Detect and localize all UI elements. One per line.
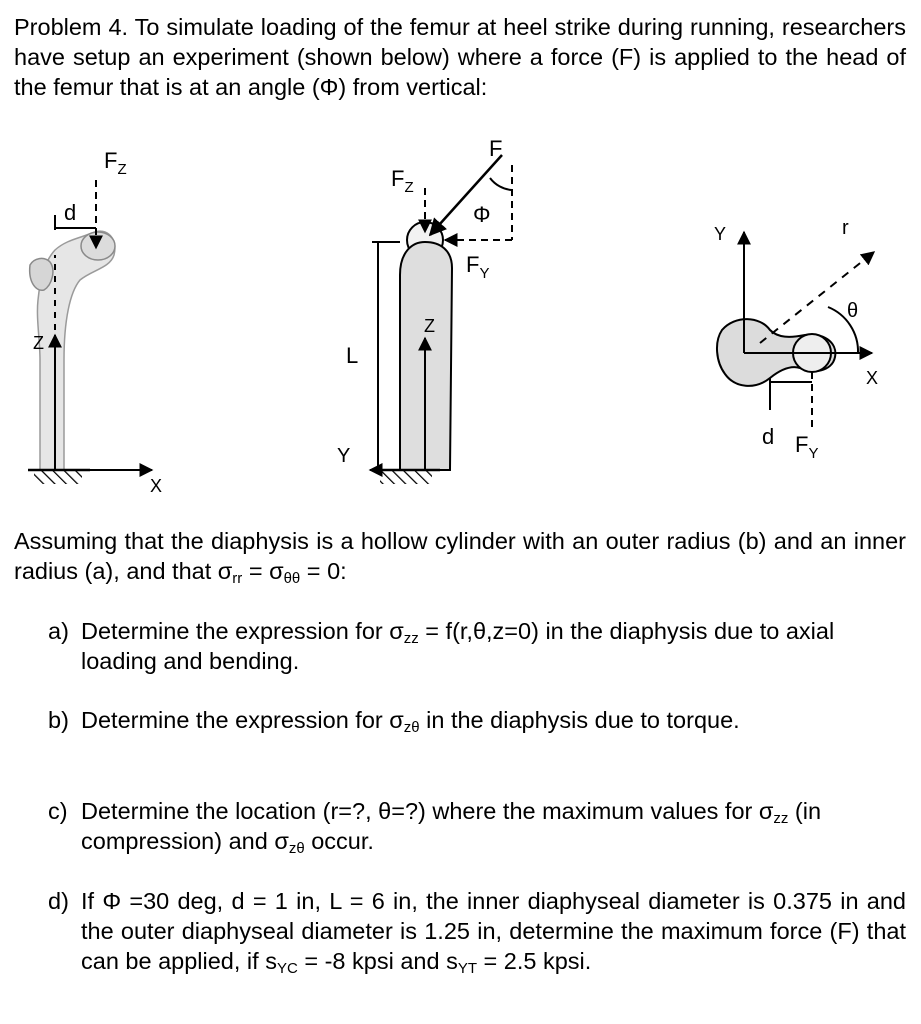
question-c-label: c): [48, 798, 68, 824]
z-label-middle: Z: [424, 316, 435, 336]
d-label-right: d: [762, 424, 775, 449]
r-line: [760, 252, 874, 343]
fz-label-middle: $F_Z$: [391, 166, 414, 196]
middle-cylinder-diagram: [370, 155, 512, 484]
f-label-middle: F: [489, 136, 503, 161]
question-d: [48, 886, 906, 976]
fy-label-right: $F_Y$: [795, 432, 819, 462]
r-label: r: [842, 217, 849, 239]
fy-label-middle: $F_Y$: [466, 252, 490, 282]
right-top-view-diagram: [717, 232, 874, 432]
problem-intro: Problem 4. To simulate loading of the femur at heel strike during running, researchers have setup an experiment (shown below) where a force (F) is applied to the head of the femur that is at an angle (Φ) from vertical:: [14, 14, 906, 100]
question-d-text: If Φ =30 deg, d = 1 in, L = 6 in, the inner diaphyseal diameter is 0.375 in and the outer diaphyseal diameter is 1.25 in, determine the maximum force (F) that can be applied, if $s_{YC} = -8$ kpsi and $s_{YT} = 2.5$ kpsi.: [81, 888, 906, 977]
f-arrow: [430, 155, 502, 235]
question-b-text: Determine the expression for $\sigma_{z\theta}$ in the diaphysis due to torque.: [81, 707, 740, 736]
d-label-left: d: [64, 200, 77, 225]
phi-label: Φ: [473, 202, 491, 227]
ground-hatch-left: [34, 470, 82, 484]
question-b-label: b): [48, 707, 69, 733]
l-label: L: [346, 343, 359, 368]
y-label-middle: Y: [337, 445, 351, 467]
left-femur-diagram: [28, 180, 152, 484]
question-c: [48, 796, 906, 856]
x-label-right: X: [866, 368, 879, 388]
question-a-label: a): [48, 618, 69, 644]
femur-loading-figure: [0, 130, 921, 500]
y-label-right: Y: [714, 224, 727, 244]
question-a: [48, 616, 906, 676]
femur-head-left: [81, 232, 115, 260]
assumption-text: Assuming that the diaphysis is a hollow cylinder with an outer radius (b) and an inner radius (a), and that $\sigma_{rr} = \sigma_{\theta\theta} = 0$:: [14, 528, 906, 587]
fz-label-left: $F_Z$: [104, 148, 127, 178]
question-c-text: Determine the location (r=?, θ=?) where the maximum values for $\sigma_{zz}$ (in compression) and $\sigma_{z\theta}$ occur.: [81, 798, 822, 857]
z-label-left: Z: [33, 333, 44, 353]
ground-hatch-middle: [380, 470, 432, 484]
theta-label: θ: [847, 300, 859, 322]
x-label-left: X: [150, 476, 163, 496]
question-b: [48, 705, 906, 735]
question-d-label: d): [48, 888, 69, 914]
question-a-text: Determine the expression for $\sigma_{zz} = f(r,\theta,z=0)$ in the diaphysis due to axial loading and bending.: [81, 618, 835, 674]
